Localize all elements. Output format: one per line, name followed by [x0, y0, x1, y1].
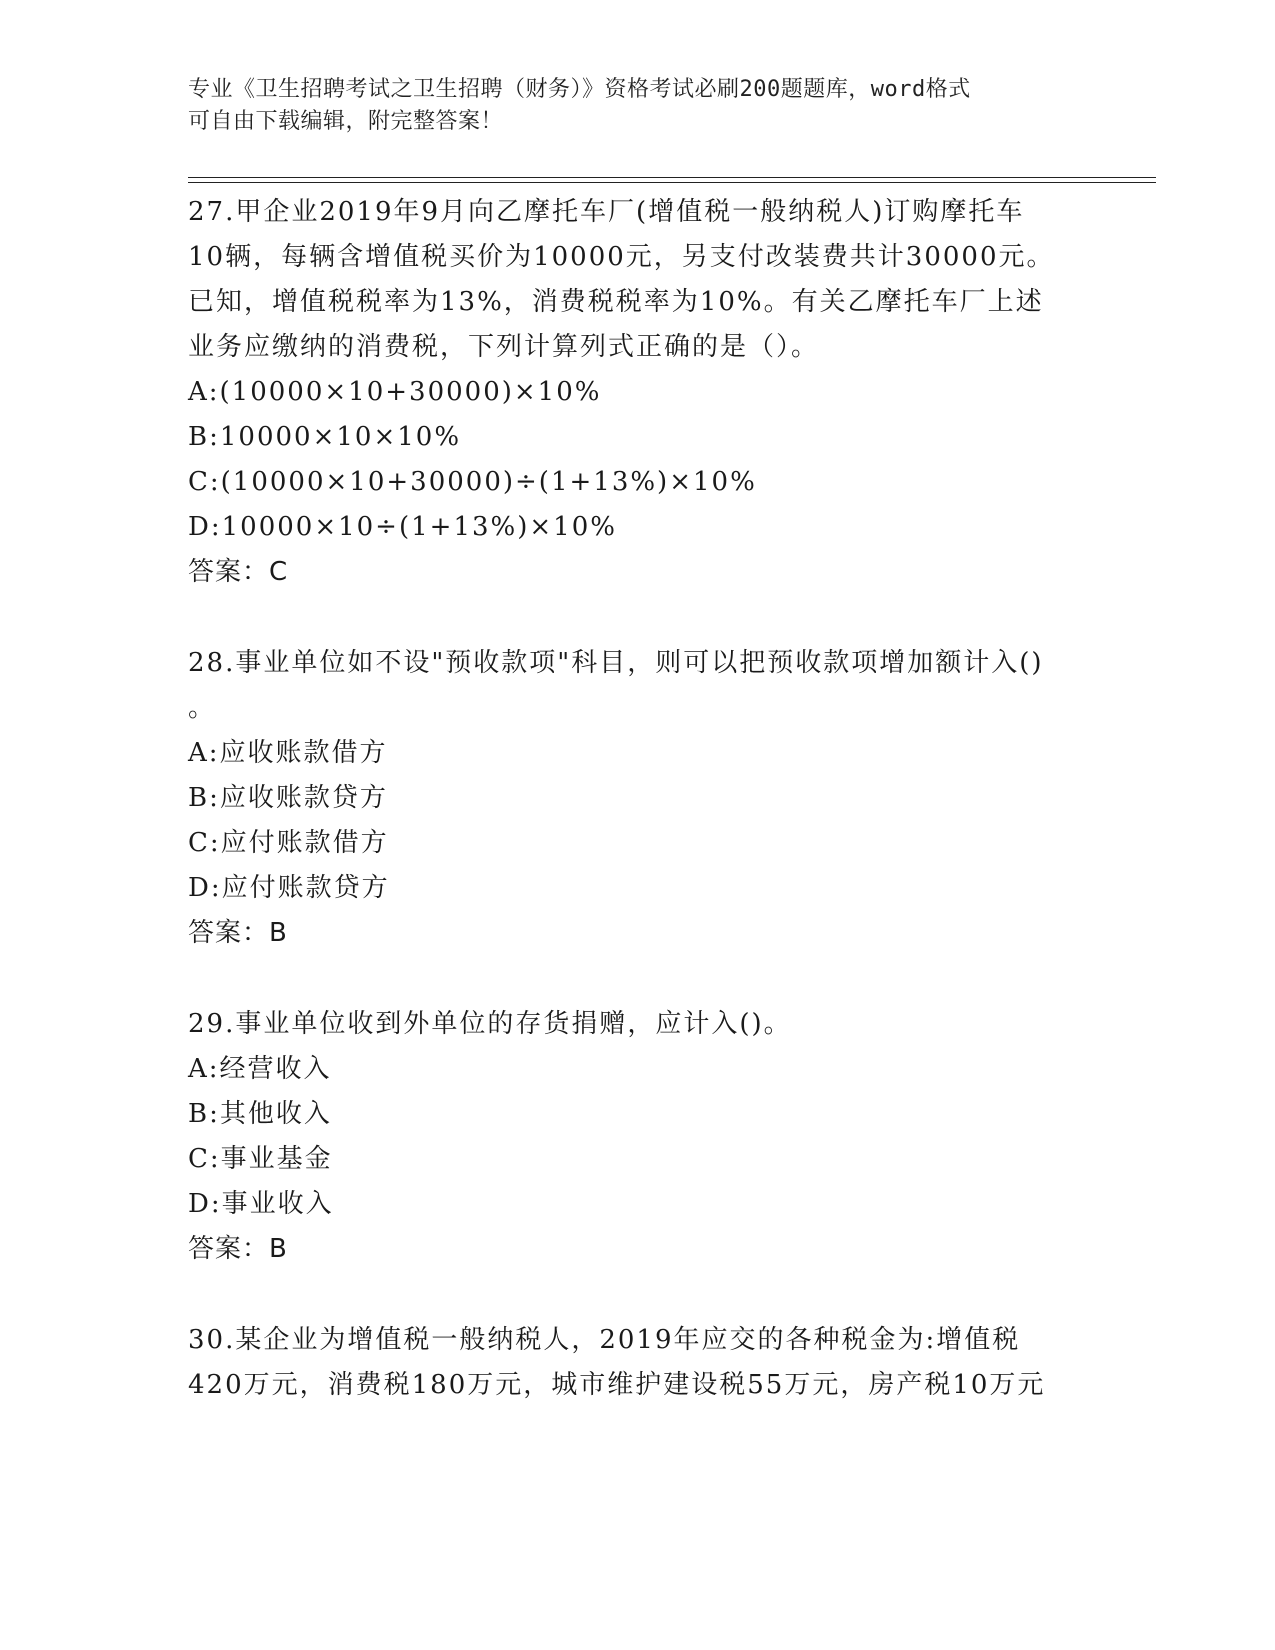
question-stem — [188, 190, 1088, 370]
option-b: B:其他收入 — [188, 1099, 332, 1129]
answer: 答案：B — [188, 918, 288, 948]
header-divider-double — [188, 182, 1156, 183]
question-stem — [188, 1002, 1088, 1047]
question-stem — [188, 641, 1088, 731]
question-line: 29.事业单位收到外单位的存货捐赠，应计入()。 — [188, 1009, 792, 1039]
option-d: D:10000×10÷(1+13%)×10% — [188, 512, 617, 542]
option-c: C:应付账款借方 — [188, 828, 389, 858]
answer: 答案：C — [188, 557, 289, 587]
question-line: 28.事业单位如不设"预收款项"科目，则可以把预收款项增加额计入() — [188, 648, 1044, 678]
question-line: 30.某企业为增值税一般纳税人，2019年应交的各种税金为:增值税 — [188, 1325, 1021, 1355]
option-c: C:(10000×10+30000)÷(1+13%)×10% — [188, 467, 757, 497]
header-line-1: 专业《卫生招聘考试之卫生招聘（财务）》资格考试必刷200题题库，word格式 — [188, 77, 971, 102]
option-b: B:10000×10×10% — [188, 422, 462, 452]
question-line: 420万元，消费税180万元，城市维护建设税55万元，房产税10万元 — [188, 1370, 1046, 1400]
question-line: 业务应缴纳的消费税，下列计算列式正确的是（）。 — [188, 332, 820, 362]
question-30 — [188, 1318, 1088, 1408]
option-b: B:应收账款贷方 — [188, 783, 388, 813]
option-d: D:应付账款贷方 — [188, 873, 390, 903]
question-27 — [188, 190, 1088, 595]
question-line: 已知，增值税税率为13%，消费税税率为10%。有关乙摩托车厂上述 — [188, 287, 1044, 317]
header-divider — [188, 177, 1156, 178]
option-c: C:事业基金 — [188, 1144, 333, 1174]
question-line: 。 — [188, 693, 217, 723]
answer: 答案：B — [188, 1234, 288, 1264]
option-d: D:事业收入 — [188, 1189, 334, 1219]
question-28 — [188, 641, 1088, 956]
option-a: A:应收账款借方 — [188, 738, 388, 768]
question-stem — [188, 1318, 1088, 1408]
question-line: 27.甲企业2019年9月向乙摩托车厂(增值税一般纳税人)订购摩托车 — [188, 197, 1025, 227]
page-header — [188, 74, 1088, 138]
option-a: A:经营收入 — [188, 1054, 332, 1084]
question-line: 10辆，每辆含增值税买价为10000元，另支付改装费共计30000元。 — [188, 242, 1055, 272]
option-a: A:(10000×10+30000)×10% — [188, 377, 602, 407]
question-list — [188, 190, 1088, 1454]
header-line-2: 可自由下载编辑，附完整答案！ — [188, 109, 504, 134]
question-29 — [188, 1002, 1088, 1272]
